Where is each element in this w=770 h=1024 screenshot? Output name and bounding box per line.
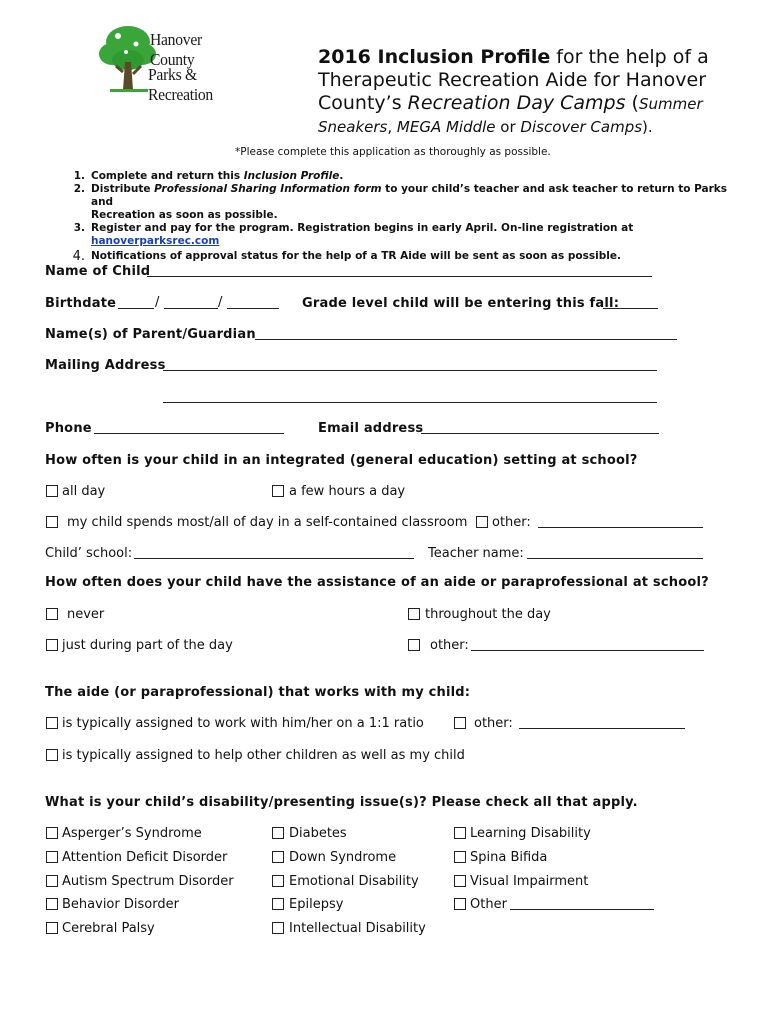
q2-throughout-checkbox[interactable] [408,608,420,620]
grade-level-field[interactable] [603,308,658,309]
step-1: 1. Complete and return this Inclusion Profile. [73,170,344,182]
disability-label: Cerebral Palsy [62,921,155,936]
disability-label: Emotional Disability [289,874,419,889]
q1-few-hours-checkbox[interactable] [272,485,284,497]
q1-question: How often is your child in an integrated (general education) setting at school? [45,453,638,468]
teacher-name-label: Teacher name: [428,546,524,561]
disability-label: Behavior Disorder [62,897,179,912]
q1-all-day-label: all day [62,484,106,499]
logo-line1: Hanover County [150,30,202,69]
disability-label: Spina Bifida [470,850,548,865]
disability-checkbox[interactable] [46,898,58,910]
q2-other-label: other: [430,638,469,653]
parent-field[interactable] [255,339,677,340]
step-4: 4. Notifications of approval status for the help of a TR Aide will be sent as soon as possible. [72,249,621,264]
q3-other-checkbox[interactable] [454,717,466,729]
grade-level-label: Grade level child will be entering this fall: [302,296,620,311]
q2-never-label: never [67,607,105,622]
disability-label: Asperger’s Syndrome [62,826,202,841]
disability-label: Learning Disability [470,826,591,841]
q3-ratio-label: is typically assigned to work with him/her on a 1:1 ratio [62,716,424,731]
mailing-label: Mailing Address [45,358,166,373]
q4-question: What is your child’s disability/presenting issue(s)? Please check all that apply. [45,795,638,810]
birthdate-day-field[interactable] [164,308,218,309]
disability-checkbox[interactable] [454,898,466,910]
disability-checkbox[interactable] [46,851,58,863]
q1-other-checkbox[interactable] [476,516,488,528]
disability-label: Diabetes [289,826,347,841]
email-label: Email address [318,421,424,436]
q3-other-label: other: [474,716,513,731]
disability-checkbox[interactable] [454,875,466,887]
q1-self-contained-checkbox[interactable] [46,516,58,528]
disability-label: Visual Impairment [470,874,589,889]
phone-label: Phone [45,421,92,436]
q1-few-hours-label: a few hours a day [289,484,406,499]
instruction-note: *Please complete this application as thoroughly as possible. [235,146,551,158]
q2-part-label: just during part of the day [62,638,233,653]
birthdate-label: Birthdate [45,296,117,311]
title-bold: 2016 Inclusion Profile [318,46,551,68]
disability-checkbox[interactable] [272,922,284,934]
q3-others-checkbox[interactable] [46,749,58,761]
disability-label: Other [470,897,507,912]
steps-list [72,170,751,264]
disability-checkbox[interactable] [272,827,284,839]
disability-other-field[interactable] [510,909,654,910]
disability-checkbox[interactable] [46,922,58,934]
q1-other-field[interactable] [538,527,703,528]
q2-never-checkbox[interactable] [46,608,58,620]
parent-label: Name(s) of Parent/Guardian [45,327,256,342]
disability-checkbox[interactable] [272,851,284,863]
disability-label: Intellectual Disability [289,921,426,936]
name-of-child-field[interactable] [147,276,652,277]
q3-question: The aide (or paraprofessional) that works with my child: [45,685,471,700]
disability-checkbox[interactable] [46,827,58,839]
q1-self-contained-label: my child spends most/all of day in a self-contained classroom [67,515,468,530]
q3-ratio-checkbox[interactable] [46,717,58,729]
q2-part-checkbox[interactable] [46,639,58,651]
disability-checkbox[interactable] [46,875,58,887]
disability-checkbox[interactable] [454,827,466,839]
q2-other-checkbox[interactable] [408,639,420,651]
mailing-field-line2[interactable] [163,402,657,403]
disability-label: Attention Deficit Disorder [62,850,228,865]
q1-all-day-checkbox[interactable] [46,485,58,497]
disability-label: Down Syndrome [289,850,397,865]
child-school-label: Child’ school: [45,546,133,561]
q3-others-label: is typically assigned to help other children as well as my child [62,748,465,763]
disability-label: Autism Spectrum Disorder [62,874,234,889]
page-title: 2016 Inclusion Profile for the help of a Therapeutic Recreation Aide for Hanover County’s Recreation Day Camps (Summer Sneakers, MEGA Middle or Discover Camps). [318,46,709,136]
disability-checkbox[interactable] [454,851,466,863]
disability-checkbox[interactable] [272,875,284,887]
email-field[interactable] [421,433,659,434]
q2-throughout-label: throughout the day [425,607,551,622]
q2-other-field[interactable] [471,650,704,651]
child-school-field[interactable] [134,558,414,559]
q3-other-field[interactable] [519,728,685,729]
q1-other-label: other: [492,515,531,530]
registration-link[interactable]: hanoverparksrec.com [91,235,220,247]
mailing-field-line1[interactable] [163,370,657,371]
birthdate-year-field[interactable] [227,308,279,309]
disability-checkbox[interactable] [272,898,284,910]
teacher-name-field[interactable] [527,558,703,559]
birthdate-month-field[interactable] [118,308,154,309]
phone-field[interactable] [94,433,284,434]
step-2: 2. Distribute Professional Sharing Information form to your child’s teacher and ask teacher to return to Parks and Recreation as soon as possible. [73,183,728,221]
q2-question: How often does your child have the assistance of an aide or paraprofessional at school? [45,575,709,590]
name-of-child-label: Name of Child [45,264,151,279]
step-3: 3. Register and pay for the program. Registration begins in early April. On-line registration at hanoverparksrec.com [73,222,634,247]
disability-label: Epilepsy [289,897,344,912]
logo [98,22,258,104]
logo-line2: Parks & Recreation [148,65,213,104]
